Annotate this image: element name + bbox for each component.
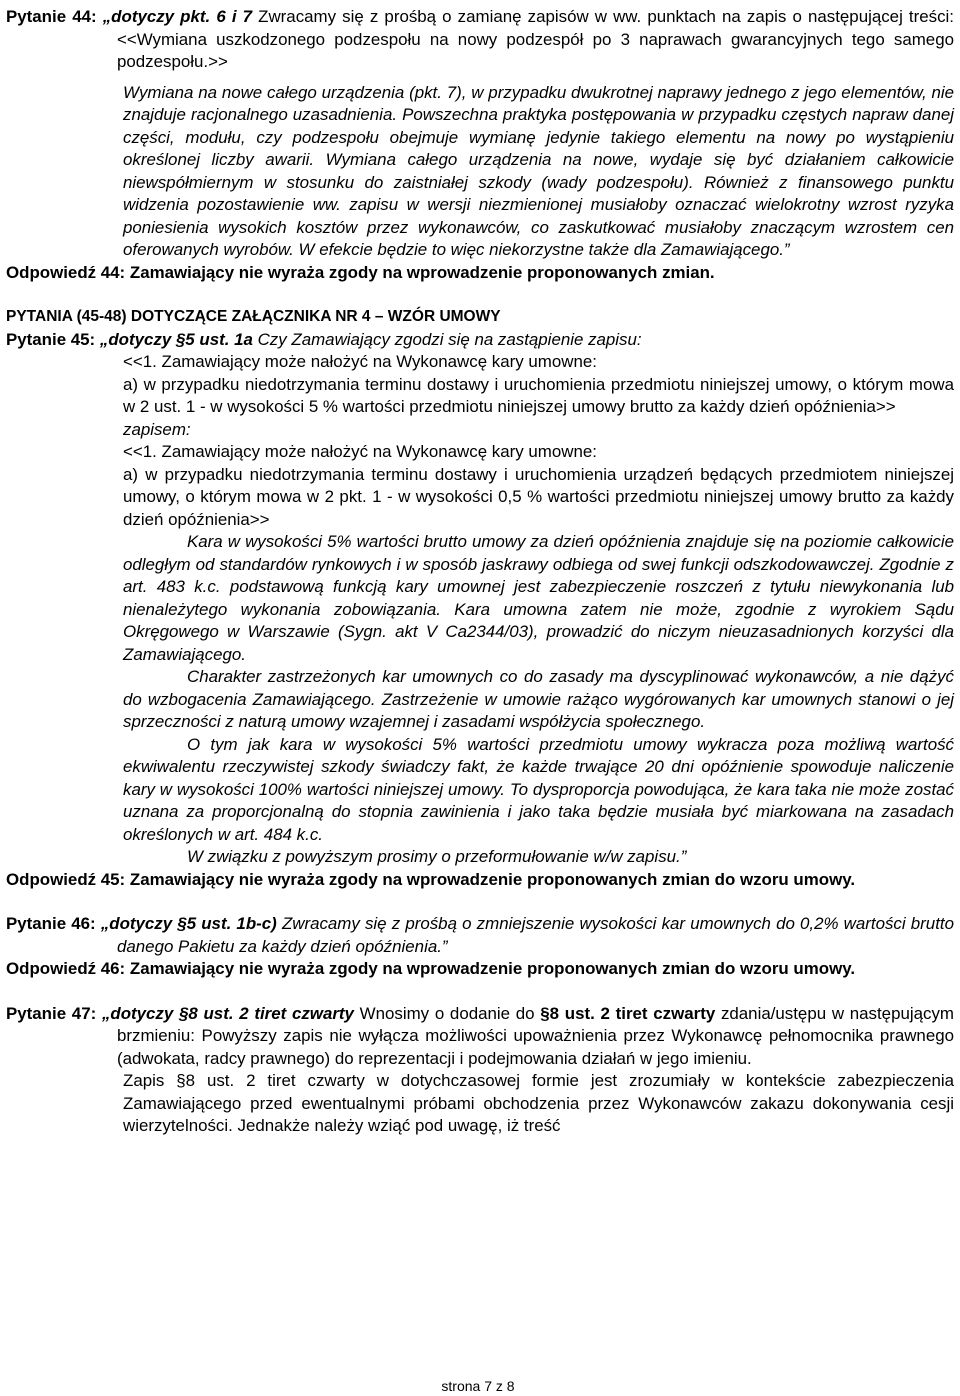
question-47-mid: Wnosimy o dodanie do bbox=[359, 1003, 535, 1023]
question-45-question: Czy Zamawiający zgodzi się na zastąpienie zapisu: bbox=[257, 329, 642, 349]
question-45 bbox=[6, 329, 954, 352]
question-45-paragraph-2: Charakter zastrzeżonych kar umownych co do zasady ma dyscyplinować wykonawców, a nie dążyć do wzbogacenia Zamawiającego. Zastrzeżenie w umowie rażąco wygórowanych kar umownych stanowi o jej sprzeczności z naturą umowy wzajemnej i zasadami współżycia społecznego. bbox=[123, 667, 954, 731]
new-clause-2: a) w przypadku niedotrzymania terminu dostawy i uruchomienia urządzeń będących przedmiotem niniejszej umowy, o którym mowa w 2 pkt. 1 - w wysokości 0,5 % wartości przedmiotu niniejszej umowy brutto za każdy dzień opóźnienia>> bbox=[123, 464, 954, 529]
question-46-ref: „dotyczy §5 ust. 1b-c) bbox=[100, 914, 277, 933]
question-45-paragraph-4: W związku z powyższym prosimy o przeformułowanie w/w zapisu.” bbox=[187, 847, 687, 866]
question-45-paragraph-1: Kara w wysokości 5% wartości brutto umowy za dzień opóźnienia znajduje się na poziomie całkowicie odległym od standardów rynkowych i w sposób jaskrawy odbiega od swej funkcji odszkodowawczej. Zgodnie z art. 483 k.c. podstawową funkcją kary umownej jest zabezpieczenie roszczeń z tytułu niewykonania lub nienależytego wykonania zobowiązania. Kara umowna zatem nie może, zgodnie z wyrokiem Sądu Okręgowego w Warszawie (Sygn. akt V Ca2344/03), prowadzić do niczym nieuzasadnionych korzyści dla Zamawiającego. bbox=[123, 532, 954, 664]
current-clause-2: a) w przypadku niedotrzymania terminu dostawy i uruchomienia przedmiotu niniejszej umowy, o którym mowa w 2 ust. 1 - w wysokości 5 % wartości przedmiotu niniejszej umowy brutto za każdy dzień opóźnienia>> bbox=[123, 374, 954, 416]
question-46 bbox=[6, 913, 954, 958]
question-47-label: Pytanie 47: bbox=[6, 1003, 97, 1023]
question-44-label: Pytanie 44: bbox=[6, 7, 97, 26]
question-45-ref: „dotyczy §5 ust. 1a bbox=[99, 329, 253, 349]
zapisem-label: zapisem: bbox=[123, 419, 191, 439]
question-46-label: Pytanie 46: bbox=[6, 914, 96, 933]
page-footer bbox=[0, 1378, 960, 1394]
current-clause-1: <<1. Zamawiający może nałożyć na Wykonawcę kary umowne: bbox=[123, 352, 597, 371]
question-44-ref: „dotyczy pkt. 6 i 7 bbox=[102, 7, 253, 26]
question-45-paragraph-3: O tym jak kara w wysokości 5% wartości przedmiotu umowy wykracza poza możliwą wartość ekwiwalentu rzeczywistej szkody świadczy fakt, że każde trwające 20 dni opóźnienie spowoduje naliczenie kary w wysokości 100% wartości niniejszej umowy. To dysproporcja powodująca, że kara taka nie może zostać uznana za proporcjonalną do stopnia zawinienia i jako taka będzie musiała być miarkowana na zasadach określonych w art. 484 k.c. bbox=[123, 734, 954, 844]
question-47-justification: Zapis §8 ust. 2 tiret czwarty w dotychczasowej formie jest zrozumiały w kontekście zabezpieczenia Zamawiającego przed ewentualnymi próbami obchodzenia przez Wykonawców zakazu dokonywania cesji wierzytelności. Jednakże należy wziąć pod uwagę, iż treść bbox=[123, 1071, 954, 1135]
question-47-ref-2: §8 ust. 2 tiret czwarty bbox=[540, 1003, 716, 1023]
question-46-request: Zwracamy się z prośbą o zmniejszenie wysokości kar umownych do 0,2% wartości brutto danego Pakietu za każdy dzień opóźnienia.” bbox=[117, 914, 954, 956]
section-heading: PYTANIA (45-48) DOTYCZĄCE ZAŁĄCZNIKA NR 4 – WZÓR UMOWY bbox=[6, 308, 501, 325]
question-47-request: zdania/ustępu w następującym brzmieniu: Powyższy zapis nie wyłącza możliwości upoważnienia przez Wykonawcę pełnomocnika prawnego (adwokata, radcy prawnego) do reprezentacji i podejmowania działań w jego imieniu. bbox=[117, 1003, 954, 1068]
page-number: strona 7 z 8 bbox=[441, 1378, 515, 1394]
question-45-label: Pytanie 45: bbox=[6, 329, 96, 349]
answer-45: Odpowiedź 45: Zamawiający nie wyraża zgody na wprowadzenie proponowanych zmian do wzoru umowy. bbox=[6, 869, 856, 889]
question-47 bbox=[6, 1003, 954, 1071]
answer-46: Odpowiedź 46: Zamawiający nie wyraża zgody na wprowadzenie proponowanych zmian do wzoru umowy. bbox=[6, 959, 856, 978]
question-47-ref: „dotyczy §8 ust. 2 tiret czwarty bbox=[101, 1003, 354, 1023]
answer-44: Odpowiedź 44: Zamawiający nie wyraża zgody na wprowadzenie proponowanych zmian. bbox=[6, 262, 715, 282]
question-44 bbox=[6, 6, 954, 74]
question-44-justification: Wymiana na nowe całego urządzenia (pkt. 7), w przypadku dwukrotnej naprawy jednego z jego elementów, nie znajduje racjonalnego uzasadnienia. Powszechna praktyka postępowania w przypadku częstych napraw danej części, modułu, czy podzespołu obejmuje wymianę jedynie takiego elementu na nowy po wystąpieniu określonej liczby awarii. Wymiana całego urządzenia na nowe, wydaje się być działaniem całkowicie niewspółmiernym w stosunku do zaistniałej szkody (wady podzespołu). Również z finansowego punktu widzenia pozostawienie ww. zapisu w wersji niezmienionej musiałoby oznaczać wielokrotny wzrost ryzyka poniesienia wysokich kosztów przez wykonawców, co zaskutkować musiałoby znaczącym wzrostem cen oferowanych wyrobów. W efekcie będzie to więc niekorzystne także dla Zamawiającego.” bbox=[123, 82, 954, 259]
new-clause-1: <<1. Zamawiający może nałożyć na Wykonawcę kary umowne: bbox=[123, 442, 597, 461]
question-44-request: Zwracamy się z prośbą o zamianę zapisów w ww. punktach na zapis o następującej treści: <<Wymiana uszkodzonego podzespołu na nowy podzespół po 3 naprawach gwarancyjnych tego samego podzespołu.>> bbox=[117, 7, 954, 71]
